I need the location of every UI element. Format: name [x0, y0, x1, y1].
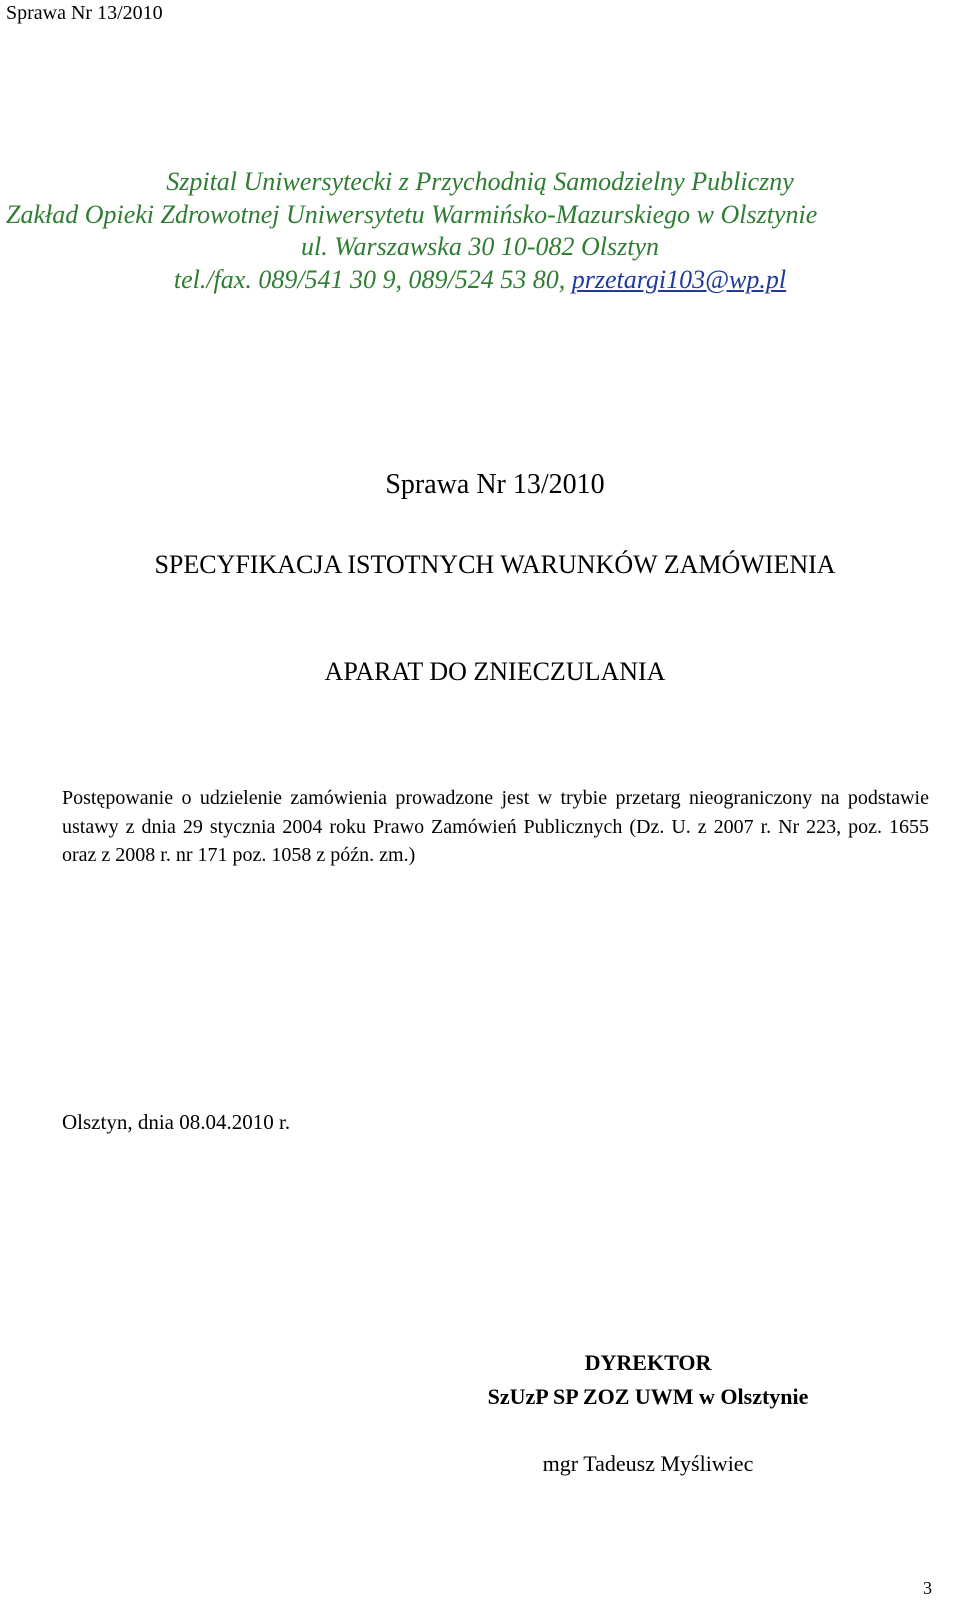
procedure-description: Postępowanie o udzielenie zamówienia prowadzone jest w trybie przetarg nieograniczony na podstawie ustawy z dnia 29 stycznia 2004 roku Prawo Zamówień Publicznych (Dz. U. z 2007 r. Nr 223, poz. 1655 oraz z 2008 r. nr 171 poz. 1058 z późn. zm.)	[62, 787, 929, 866]
procurement-subject: APARAT DO ZNIECZULANIA	[324, 657, 666, 686]
institution-address: ul. Warszawska 30 10-082 Olsztyn	[300, 232, 659, 261]
running-header: Sprawa Nr 13/2010	[6, 2, 163, 24]
signature-block	[458, 1346, 838, 1414]
signatory-role: DYREKTOR	[584, 1350, 712, 1375]
signatory-name: mgr Tadeusz Myśliwiec	[542, 1451, 754, 1476]
case-number: Sprawa Nr 13/2010	[385, 469, 605, 500]
contact-phone-fax: tel./fax. 089/541 30 9, 089/524 53 80,	[173, 264, 572, 294]
email-link[interactable]: przetargi103@wp.pl	[571, 264, 787, 294]
institution-name-line-2: Zakład Opieki Zdrowotnej Uniwersytetu Warmińsko-Mazurskiego w Olsztynie	[6, 199, 818, 229]
document-title: SPECYFIKACJA ISTOTNYCH WARUNKÓW ZAMÓWIENIA	[154, 550, 836, 579]
signatory-institution: SzUzP SP ZOZ UWM w Olsztynie	[487, 1384, 809, 1409]
institution-contact	[0, 264, 960, 297]
institution-name-line-1: Szpital Uniwersytecki z Przychodnią Samodzielny Publiczny	[166, 167, 794, 196]
page-number: 3	[923, 1578, 932, 1598]
institution-header	[0, 166, 960, 296]
place-and-date: Olsztyn, dnia 08.04.2010 r.	[62, 1110, 291, 1134]
